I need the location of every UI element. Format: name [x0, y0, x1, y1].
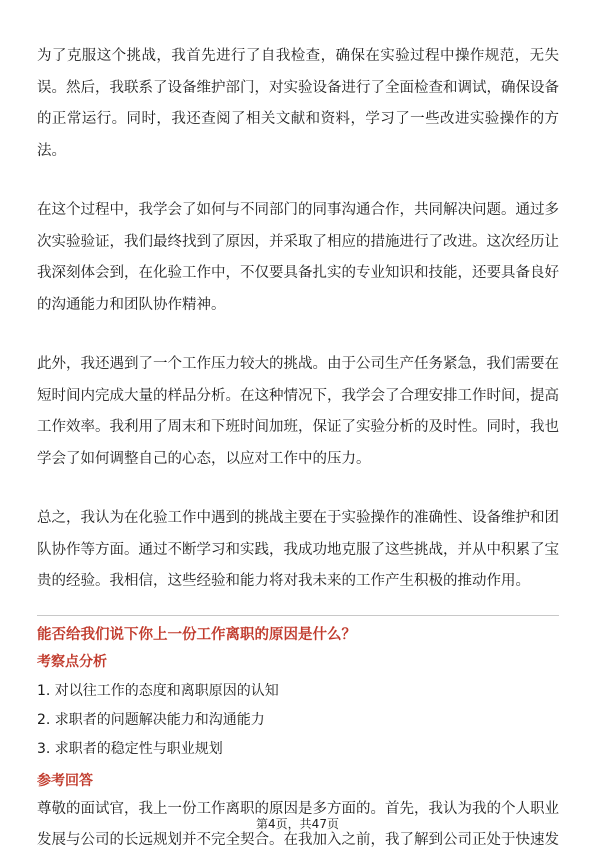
list-item: 2. 求职者的问题解决能力和沟通能力 — [37, 711, 265, 728]
list-item: 1. 对以往工作的态度和离职原因的认知 — [37, 682, 279, 699]
answer-heading: 参考回答 — [37, 772, 93, 789]
body-paragraph: 在这个过程中，我学会了如何与不同部门的同事沟通合作，共同解决问题。通过多次实验验证，我们最终找到了原因，并采取了相应的措施进行了改进。这次经历让我深刻体会到，在化验工作中，不仅要具备扎实的专业知识和技能，还要具备良好的沟通能力和团队协作精神。 — [37, 202, 559, 313]
list-item: 3. 求职者的稳定性与职业规划 — [37, 740, 223, 757]
body-paragraph: 总之，我认为在化验工作中遇到的挑战主要在于实验操作的准确性、设备维护和团队协作等方面。通过不断学习和实践，我成功地克服了这些挑战，并从中积累了宝贵的经验。我相信，这些经验和能力将对我未来的工作产生积极的推动作用。 — [37, 510, 559, 589]
answer-paragraph: 尊敬的面试官，我上一份工作离职的原因是多方面的。首先，我认为我的个人职业发展与公司的长远规划并不完全契合。在我加入之前，我了解到公司正处于快速发 — [37, 800, 559, 848]
page-content — [37, 41, 559, 857]
body-paragraph: 为了克服这个挑战，我首先进行了自我检查，确保在实验过程中操作规范，无失误。然后，我联系了设备维护部门，对实验设备进行了全面检查和调试，确保设备的正常运行。同时，我还查阅了相关文献和资料，学习了一些改进实验操作的方法。 — [37, 48, 559, 159]
body-paragraph: 此外，我还遇到了一个工作压力较大的挑战。由于公司生产任务紧急，我们需要在短时间内完成大量的样品分析。在这种情况下，我学会了合理安排工作时间，提高工作效率。我利用了周末和下班时间加班，保证了实验分析的及时性。同时，我也学会了如何调整自己的心态，以应对工作中的压力。 — [37, 356, 559, 467]
analysis-heading: 考察点分析 — [37, 653, 107, 670]
analysis-list — [37, 677, 559, 764]
page-number: 第4页，共47页 — [256, 817, 339, 831]
interview-question: 能否给我们说下你上一份工作离职的原因是什么？ — [37, 626, 356, 643]
section-divider — [37, 615, 559, 616]
